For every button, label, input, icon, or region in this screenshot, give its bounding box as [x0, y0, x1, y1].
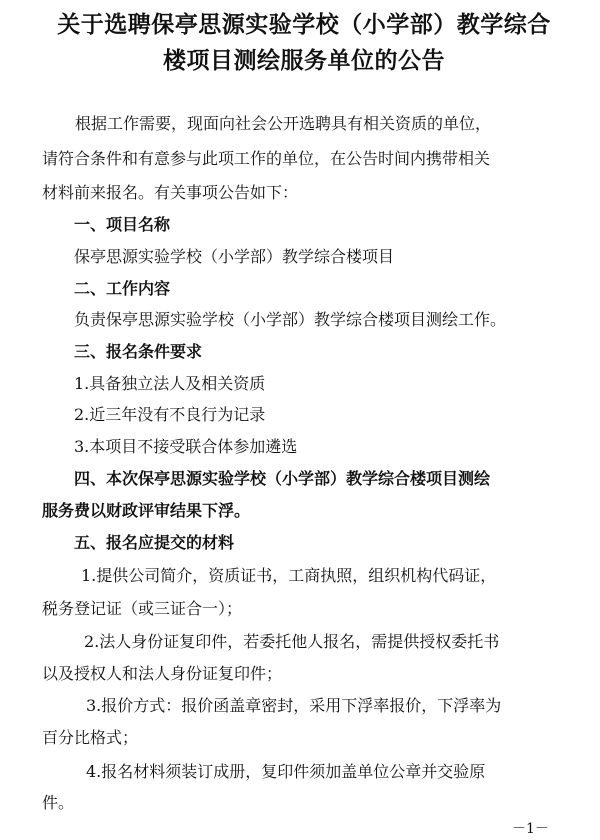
section-3-heading: 三、报名条件要求: [74, 342, 203, 361]
section-5-item-3-line-2: 百分比格式；: [42, 728, 139, 747]
page-number: －1－: [512, 821, 549, 837]
intro-line-1: 根据工作需要，现面向社会公开选聘具有相关资质的单位，: [75, 114, 492, 133]
section-5-item-4-line-1: 4.报名材料须装订成册，复印件须加盖单位公章并交验原: [86, 762, 486, 781]
intro-line-3: 材料前来报名。有关事项公告如下：: [42, 183, 299, 202]
section-4-line-1: 四、本次保亭思源实验学校（小学部）教学综合楼项目测绘: [74, 469, 491, 488]
document-title-line-1: 关于选聘保亭思源实验学校（小学部）教学综合: [57, 12, 551, 38]
intro-line-2: 请符合条件和有意参与此项工作的单位，在公告时间内携带相关: [42, 149, 491, 168]
section-5-item-2-line-2: 以及授权人和法人身份证复印件；: [42, 664, 283, 683]
section-5-item-1-line-2: 税务登记证（或三证合一）；: [42, 599, 243, 618]
section-1-text: 保亭思源实验学校（小学部）教学综合楼项目: [74, 247, 395, 266]
section-5-item-2-line-1: 2.法人身份证复印件，若委托他人报名，需提供授权委托书: [84, 632, 500, 651]
section-3-item-3: 3.本项目不接受联合体参加遴选: [74, 437, 298, 456]
section-3-item-2: 2.近三年没有不良行为记录: [74, 405, 266, 424]
section-5-item-3-line-1: 3.报价方式：报价函盖章密封，采用下浮率报价，下浮率为: [86, 696, 502, 715]
section-5-heading: 五、报名应提交的材料: [74, 533, 235, 552]
section-2-text: 负责保亭思源实验学校（小学部）教学综合楼项目测绘工作。: [74, 310, 507, 329]
document-title-line-2: 楼项目测绘服务单位的公告: [163, 48, 445, 74]
section-3-item-1: 1.具备独立法人及相关资质: [74, 374, 266, 393]
section-4-line-2: 服务费以财政评审结果下浮。: [42, 501, 251, 520]
section-1-heading: 一、项目名称: [74, 215, 171, 234]
section-5-item-4-line-2: 件。: [42, 793, 75, 812]
section-2-heading: 二、工作内容: [74, 279, 171, 298]
section-5-item-1-line-1: 1.提供公司简介，资质证书，工商执照，组织机构代码证，: [81, 566, 497, 585]
